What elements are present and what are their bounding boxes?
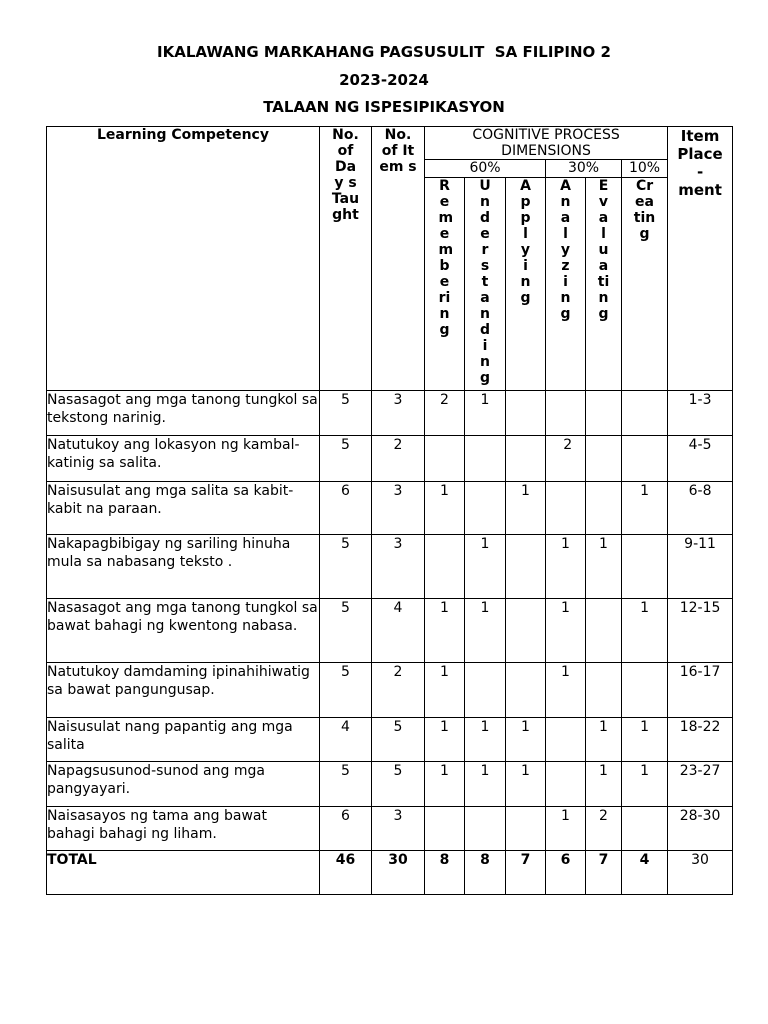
days-cell: 6 bbox=[320, 482, 372, 535]
evaluating-cell: 2 bbox=[586, 807, 622, 851]
creating-cell bbox=[622, 535, 668, 599]
remembering-cell: 1 bbox=[425, 663, 465, 718]
table-row bbox=[47, 535, 733, 599]
total-creating: 4 bbox=[622, 851, 668, 895]
applying-cell bbox=[506, 599, 546, 663]
items-cell: 3 bbox=[372, 807, 425, 851]
table-row bbox=[47, 718, 733, 762]
placement-cell: 16-17 bbox=[668, 663, 733, 718]
applying-cell bbox=[506, 663, 546, 718]
evaluating-cell bbox=[586, 599, 622, 663]
total-items: 30 bbox=[372, 851, 425, 895]
specification-table bbox=[46, 126, 733, 895]
applying-cell: 1 bbox=[506, 718, 546, 762]
total-analyzing: 6 bbox=[546, 851, 586, 895]
competency-cell: Naisusulat ang mga salita sa kabit-kabit na paraan. bbox=[47, 482, 320, 535]
percent-60: 60% bbox=[425, 160, 546, 178]
remembering-cell bbox=[425, 807, 465, 851]
total-label: TOTAL bbox=[47, 851, 320, 895]
table-row bbox=[47, 436, 733, 482]
school-year: 2023-2024 bbox=[339, 71, 429, 89]
days-cell: 6 bbox=[320, 807, 372, 851]
creating-cell bbox=[622, 807, 668, 851]
remembering-cell: 1 bbox=[425, 482, 465, 535]
remembering-cell: 1 bbox=[425, 762, 465, 807]
creating-cell: 1 bbox=[622, 599, 668, 663]
days-cell: 5 bbox=[320, 663, 372, 718]
table-subtitle: TALAAN NG ISPESIPIKASYON bbox=[263, 98, 505, 116]
level-applying: Applying bbox=[506, 178, 546, 391]
placement-cell: 1-3 bbox=[668, 391, 733, 436]
total-remembering: 8 bbox=[425, 851, 465, 895]
table-row bbox=[47, 807, 733, 851]
analyzing-cell: 1 bbox=[546, 807, 586, 851]
analyzing-cell bbox=[546, 762, 586, 807]
understanding-cell: 1 bbox=[465, 599, 506, 663]
competency-cell: Nasasagot ang mga tanong tungkol sa bawat bahagi ng kwentong nabasa. bbox=[47, 599, 320, 663]
placement-cell: 18-22 bbox=[668, 718, 733, 762]
remembering-cell: 1 bbox=[425, 718, 465, 762]
exam-title: IKALAWANG MARKAHANG PAGSUSULIT SA FILIPINO 2 bbox=[157, 43, 611, 61]
understanding-cell bbox=[465, 663, 506, 718]
total-evaluating: 7 bbox=[586, 851, 622, 895]
level-analyzing: Analyzing bbox=[546, 178, 586, 391]
total-days: 46 bbox=[320, 851, 372, 895]
remembering-cell bbox=[425, 436, 465, 482]
evaluating-cell bbox=[586, 436, 622, 482]
competency-cell: Nasasagot ang mga tanong tungkol sa tekstong narinig. bbox=[47, 391, 320, 436]
days-cell: 5 bbox=[320, 535, 372, 599]
evaluating-cell bbox=[586, 391, 622, 436]
table-row bbox=[47, 599, 733, 663]
items-cell: 4 bbox=[372, 599, 425, 663]
placement-cell: 6-8 bbox=[668, 482, 733, 535]
competency-cell: Naisasayos ng tama ang bawat bahagi bahagi ng liham. bbox=[47, 807, 320, 851]
applying-cell bbox=[506, 535, 546, 599]
days-cell: 4 bbox=[320, 718, 372, 762]
understanding-cell: 1 bbox=[465, 718, 506, 762]
analyzing-cell: 1 bbox=[546, 663, 586, 718]
competency-cell: Naisusulat nang papantig ang mga salita bbox=[47, 718, 320, 762]
evaluating-cell: 1 bbox=[586, 762, 622, 807]
analyzing-cell bbox=[546, 718, 586, 762]
placement-cell: 9-11 bbox=[668, 535, 733, 599]
analyzing-cell: 2 bbox=[546, 436, 586, 482]
creating-cell: 1 bbox=[622, 482, 668, 535]
percent-10: 10% bbox=[622, 160, 668, 178]
applying-cell bbox=[506, 807, 546, 851]
items-cell: 3 bbox=[372, 535, 425, 599]
remembering-cell: 1 bbox=[425, 599, 465, 663]
total-understanding: 8 bbox=[465, 851, 506, 895]
items-cell: 2 bbox=[372, 663, 425, 718]
understanding-cell bbox=[465, 482, 506, 535]
placement-cell: 28-30 bbox=[668, 807, 733, 851]
level-evaluating: Evaluating bbox=[586, 178, 622, 391]
creating-cell bbox=[622, 436, 668, 482]
analyzing-cell bbox=[546, 391, 586, 436]
creating-cell bbox=[622, 663, 668, 718]
competency-cell: Natutukoy ang lokasyon ng kambal-katinig sa salita. bbox=[47, 436, 320, 482]
competency-cell: Napagsusunod-sunod ang mga pangyayari. bbox=[47, 762, 320, 807]
level-creating: Creating bbox=[622, 178, 668, 391]
applying-cell bbox=[506, 436, 546, 482]
days-cell: 5 bbox=[320, 391, 372, 436]
total-applying: 7 bbox=[506, 851, 546, 895]
days-cell: 5 bbox=[320, 436, 372, 482]
table-row bbox=[47, 663, 733, 718]
items-cell: 3 bbox=[372, 482, 425, 535]
understanding-cell: 1 bbox=[465, 762, 506, 807]
items-cell: 5 bbox=[372, 762, 425, 807]
creating-cell bbox=[622, 391, 668, 436]
remembering-cell: 2 bbox=[425, 391, 465, 436]
creating-cell: 1 bbox=[622, 762, 668, 807]
percent-30: 30% bbox=[546, 160, 622, 178]
placement-cell: 4-5 bbox=[668, 436, 733, 482]
creating-cell: 1 bbox=[622, 718, 668, 762]
understanding-cell: 1 bbox=[465, 391, 506, 436]
items-cell: 5 bbox=[372, 718, 425, 762]
table-row bbox=[47, 482, 733, 535]
analyzing-cell: 1 bbox=[546, 535, 586, 599]
table-row bbox=[47, 391, 733, 436]
applying-cell: 1 bbox=[506, 762, 546, 807]
total-row bbox=[47, 851, 733, 895]
analyzing-cell bbox=[546, 482, 586, 535]
total-placement: 30 bbox=[668, 851, 733, 895]
competency-cell: Natutukoy damdaming ipinahihiwatig sa bawat pangungusap. bbox=[47, 663, 320, 718]
applying-cell: 1 bbox=[506, 482, 546, 535]
evaluating-cell bbox=[586, 482, 622, 535]
remembering-cell bbox=[425, 535, 465, 599]
table-row bbox=[47, 762, 733, 807]
competency-cell: Nakapagbibigay ng sariling hinuha mula sa nabasang teksto . bbox=[47, 535, 320, 599]
understanding-cell bbox=[465, 807, 506, 851]
evaluating-cell: 1 bbox=[586, 718, 622, 762]
level-understanding: Understanding bbox=[465, 178, 506, 391]
evaluating-cell bbox=[586, 663, 622, 718]
days-cell: 5 bbox=[320, 762, 372, 807]
evaluating-cell: 1 bbox=[586, 535, 622, 599]
header-item-placement: Item Place - ment bbox=[668, 127, 733, 391]
applying-cell bbox=[506, 391, 546, 436]
level-remembering: Remembering bbox=[425, 178, 465, 391]
understanding-cell: 1 bbox=[465, 535, 506, 599]
header-learning-competency: Learning Competency bbox=[47, 127, 320, 391]
days-cell: 5 bbox=[320, 599, 372, 663]
items-cell: 2 bbox=[372, 436, 425, 482]
placement-cell: 23-27 bbox=[668, 762, 733, 807]
header-cognitive-process: COGNITIVE PROCESS DIMENSIONS bbox=[425, 127, 668, 160]
analyzing-cell: 1 bbox=[546, 599, 586, 663]
items-cell: 3 bbox=[372, 391, 425, 436]
header-number-of-items: No. of Item s bbox=[372, 127, 425, 391]
header-days-taught: No. of Day s Tau ght bbox=[320, 127, 372, 391]
understanding-cell bbox=[465, 436, 506, 482]
placement-cell: 12-15 bbox=[668, 599, 733, 663]
